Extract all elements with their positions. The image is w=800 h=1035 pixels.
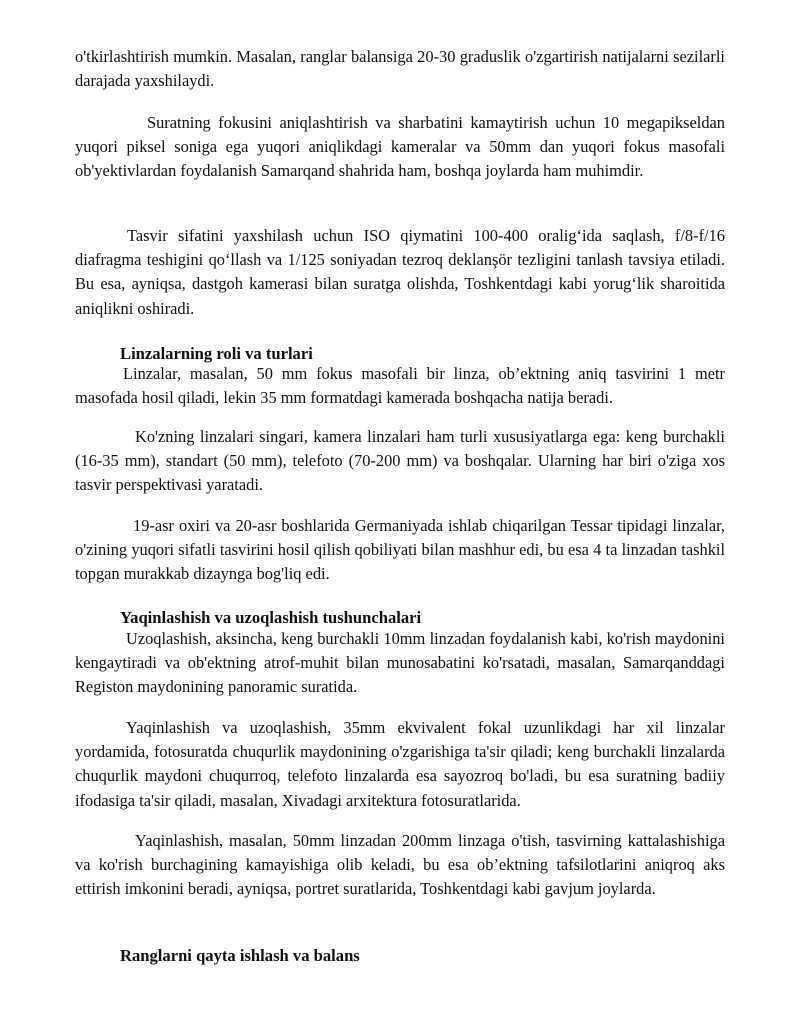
heading-color-balance: Ranglarni qayta ishlash va balans bbox=[120, 946, 360, 965]
heading-zoom: Yaqinlashish va uzoqlashish tushunchalari bbox=[120, 608, 422, 627]
heading-lens-types: Linzalarning roli va turlari bbox=[120, 344, 313, 363]
paragraph-depth-of-field: Yaqinlashish va uzoqlashish, 35mm ekvivalent fokal uzunlikdagi har xil linzalar yordamida, fotosuratda chuqurlik maydonining o'zgarishiga ta'sir qiladi; keng burchakli linzalarda chuqurlik maydoni chuqurroq, telefoto linzalarda esa sayozroq bo'ladi, bu esa suratning badiiy ifodasiga ta'sir qiladi, masalan, Xivadagi arxitektura fotosuratlarida. bbox=[75, 718, 725, 810]
paragraph-focus: Suratning fokusini aniqlashtirish va sharbatini kamaytirish uchun 10 megapikseldan yuqori piksel soniga ega yuqori aniqlikdagi kameralar va 50mm dan yuqori fokus masofali ob'yektivlardan foydalanish Samarqand shahrida ham, boshqa joylarda ham muhimdir. bbox=[75, 113, 725, 181]
paragraph-eye-lenses: Ko'zning linzalari singari, kamera linzalari ham turli xususiyatlarga ega: keng burchakli (16-35 mm), standart (50 mm), telefoto (70-200 mm) va boshqalar. Ularning har biri o'ziga xos tasvir perspektivasi yaratadi. bbox=[75, 427, 725, 495]
paragraph-intro: o'tkirlashtirish mumkin. Masalan, ranglar balansiga 20-30 graduslik o'zgartirish natijalarni sezilarli darajada yaxshilaydi. bbox=[75, 47, 725, 91]
paragraph-zoom-out: Uzoqlashish, aksincha, keng burchakli 10mm linzadan foydalanish kabi, ko'rish maydonini kengaytiradi va ob'ektning atrof-muhit bilan munosabatini ko'rsatadi, masalan, Samarqanddagi Registon maydonining panoramic suratida. bbox=[75, 629, 725, 697]
paragraph-tessar: 19-asr oxiri va 20-asr boshlarida Germaniyada ishlab chiqarilgan Tessar tipidagi linzalar, o'zining yuqori sifatli tasvirini hosil qilish qobiliyati bilan mashhur edi, bu esa 4 ta linzadan tashkil topgan murakkab dizaynga bog'liq edi. bbox=[75, 516, 725, 584]
paragraph-zoom-in: Yaqinlashish, masalan, 50mm linzadan 200mm linzaga o'tish, tasvirning kattalashishiga va ko'rish burchagining kamayishiga olib keladi, bu esa ob’ektning tafsilotlarini aniqroq aks ettirish imkonini beradi, ayniqsa, portret suratlarida, Toshkentdagi kabi gavjum joylarda. bbox=[75, 831, 725, 899]
paragraph-lens-example: Linzalar, masalan, 50 mm fokus masofali bir linza, ob’ektning aniq tasvirini 1 metr masofada hosil qiladi, lekin 35 mm formatdagi kamerada boshqacha natija beradi. bbox=[75, 364, 725, 408]
paragraph-iso: Tasvir sifatini yaxshilash uchun ISO qiymatini 100-400 oralig‘ida saqlash, f/8-f/16 diafragma teshigini qo‘llash va 1/125 soniyadan tezroq deklanşör tezligini tanlash tavsiya etiladi. Bu esa, ayniqsa, dastgoh kamerasi bilan suratga olishda, Toshkentdagi kabi yorug‘lik sharoitida aniqlikni oshiradi. bbox=[75, 226, 725, 318]
